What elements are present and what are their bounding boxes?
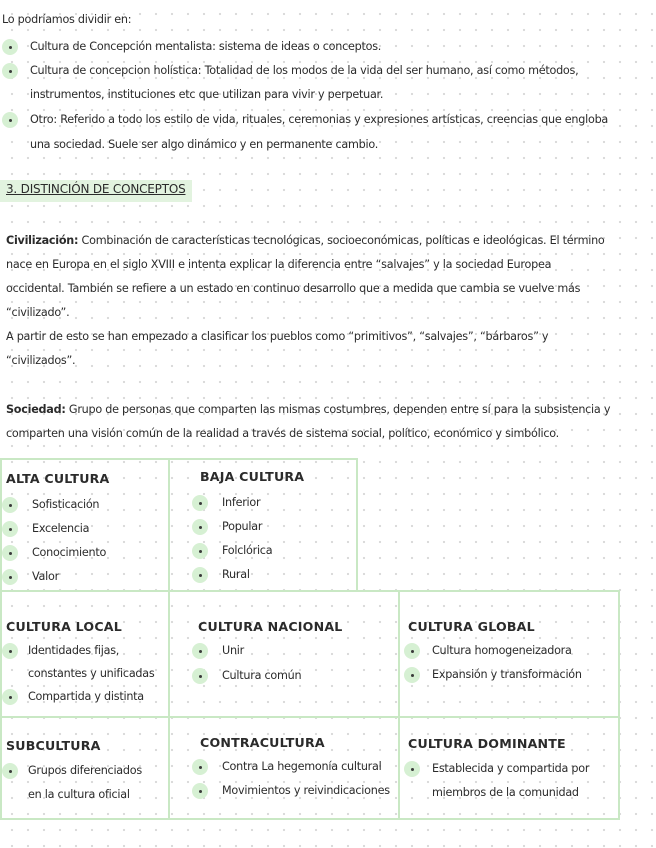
division-item-continued: una sociedad. Suele ser algo dinámico y en permanente cambio. [30, 138, 379, 151]
bullet-icon [192, 668, 208, 684]
bullet-icon [192, 759, 208, 775]
cultura-global-item: Cultura homogeneizadora [432, 644, 572, 657]
bullet-icon [192, 783, 208, 799]
cultura-dominante-item-continued: miembros de la comunidad [432, 786, 579, 799]
cultura-local-item: Identidades fijas, [28, 644, 120, 657]
bullet-icon [404, 643, 420, 659]
cultura-nacional-title: CULTURA NACIONAL [198, 619, 343, 634]
cultura-local-title: CULTURA LOCAL [6, 619, 122, 634]
civilizacion-line: occidental. También se refiere a un estado en continuo desarrollo que a medida que cambia se vuelve más [6, 282, 581, 295]
bullet-icon [192, 519, 208, 535]
bullet-icon [404, 761, 420, 777]
cultura-nacional-item: Cultura común [222, 669, 302, 682]
intro-text: Lo podríamos dividir en: [2, 13, 132, 26]
civilizacion-line [6, 234, 605, 248]
cultura-global-item: Expansión y transformación [432, 668, 582, 681]
cultura-dominante-title: CULTURA DOMINANTE [408, 736, 566, 751]
baja-cultura-item: Inferior [222, 496, 261, 509]
bullet-icon [192, 643, 208, 659]
bullet-icon [2, 112, 18, 128]
baja-cultura-item: Rural [222, 568, 250, 581]
alta-cultura-title: ALTA CULTURA [6, 471, 110, 486]
sociedad-line: comparten una visión común de la realidad a través de sistema social, político, económico y simbólico. [6, 427, 559, 440]
cultura-local-item: Compartida y distinta [28, 690, 144, 703]
sociedad-definition: Grupo de personas que comparten las mismas costumbres, dependen entre sí para la subsistencia y [65, 403, 611, 416]
civilizacion-term: Civilización: [6, 234, 79, 247]
bullet-icon [2, 689, 18, 705]
contracultura-item: Contra La hegemonía cultural [222, 760, 382, 773]
alta-cultura-item: Conocimiento [32, 546, 107, 559]
contracultura-title: CONTRACULTURA [200, 735, 325, 750]
bullet-icon [2, 569, 18, 585]
bullet-icon [404, 667, 420, 683]
subcultura-title: SUBCULTURA [6, 738, 101, 753]
bullet-icon [2, 545, 18, 561]
alta-cultura-item: Valor [32, 570, 59, 583]
bullet-icon [192, 567, 208, 583]
baja-cultura-item: Folclórica [222, 544, 273, 557]
bullet-icon [2, 497, 18, 513]
division-item: Cultura de concepcion holística: Totalidad de los modos de la vida del ser humano, así como métodos, [30, 64, 579, 77]
bullet-icon [2, 643, 18, 659]
sociedad-line [6, 403, 610, 417]
bullet-icon [2, 63, 18, 79]
bullet-icon [192, 543, 208, 559]
contracultura-item: Movimientos y reivindicaciones [222, 784, 390, 797]
civilizacion-line: “civilizado”. [6, 306, 70, 319]
cultura-dominante-item: Establecida y compartida por [432, 762, 590, 775]
bullet-icon [2, 521, 18, 537]
section-title: 3. DISTINCIÓN DE CONCEPTOS [0, 180, 192, 202]
subcultura-item-continued: en la cultura oficial [28, 788, 130, 801]
baja-cultura-item: Popular [222, 520, 263, 533]
civilizacion-line: “civilizados”. [6, 354, 76, 367]
bullet-icon [192, 495, 208, 511]
cultura-local-item-continued: constantes y unificadas [28, 667, 155, 680]
civilizacion-line: A partir de esto se han empezado a clasificar los pueblos como “primitivos”, “salvajes”, “bárbaros” y [6, 330, 549, 343]
alta-cultura-item: Sofisticación [32, 498, 100, 511]
subcultura-item: Grupos diferenciados [28, 764, 142, 777]
civilizacion-definition: Combinación de características tecnológicas, socioeconómicas, políticas e ideológicas. El término [78, 234, 605, 247]
alta-cultura-item: Excelencia [32, 522, 90, 535]
baja-cultura-title: BAJA CULTURA [200, 469, 305, 484]
cultura-global-title: CULTURA GLOBAL [408, 619, 535, 634]
bullet-icon [2, 39, 18, 55]
division-item: Otro: Referido a todo los estilo de vida, rituales, ceremonias y expresiones artísticas, creencias que engloba [30, 113, 609, 126]
bullet-icon [2, 763, 18, 779]
division-item-continued: instrumentos, instituciones etc que utilizan para vivir y perpetuar. [30, 88, 384, 101]
cultura-nacional-item: Unir [222, 644, 244, 657]
division-item: Cultura de Concepción mentalista: sistema de ideas o conceptos. [30, 40, 382, 53]
civilizacion-line: nace en Europa en el siglo XVIII e intenta explicar la diferencia entre “salvajes” y la sociedad Europea [6, 258, 552, 271]
sociedad-term: Sociedad: [6, 403, 66, 416]
